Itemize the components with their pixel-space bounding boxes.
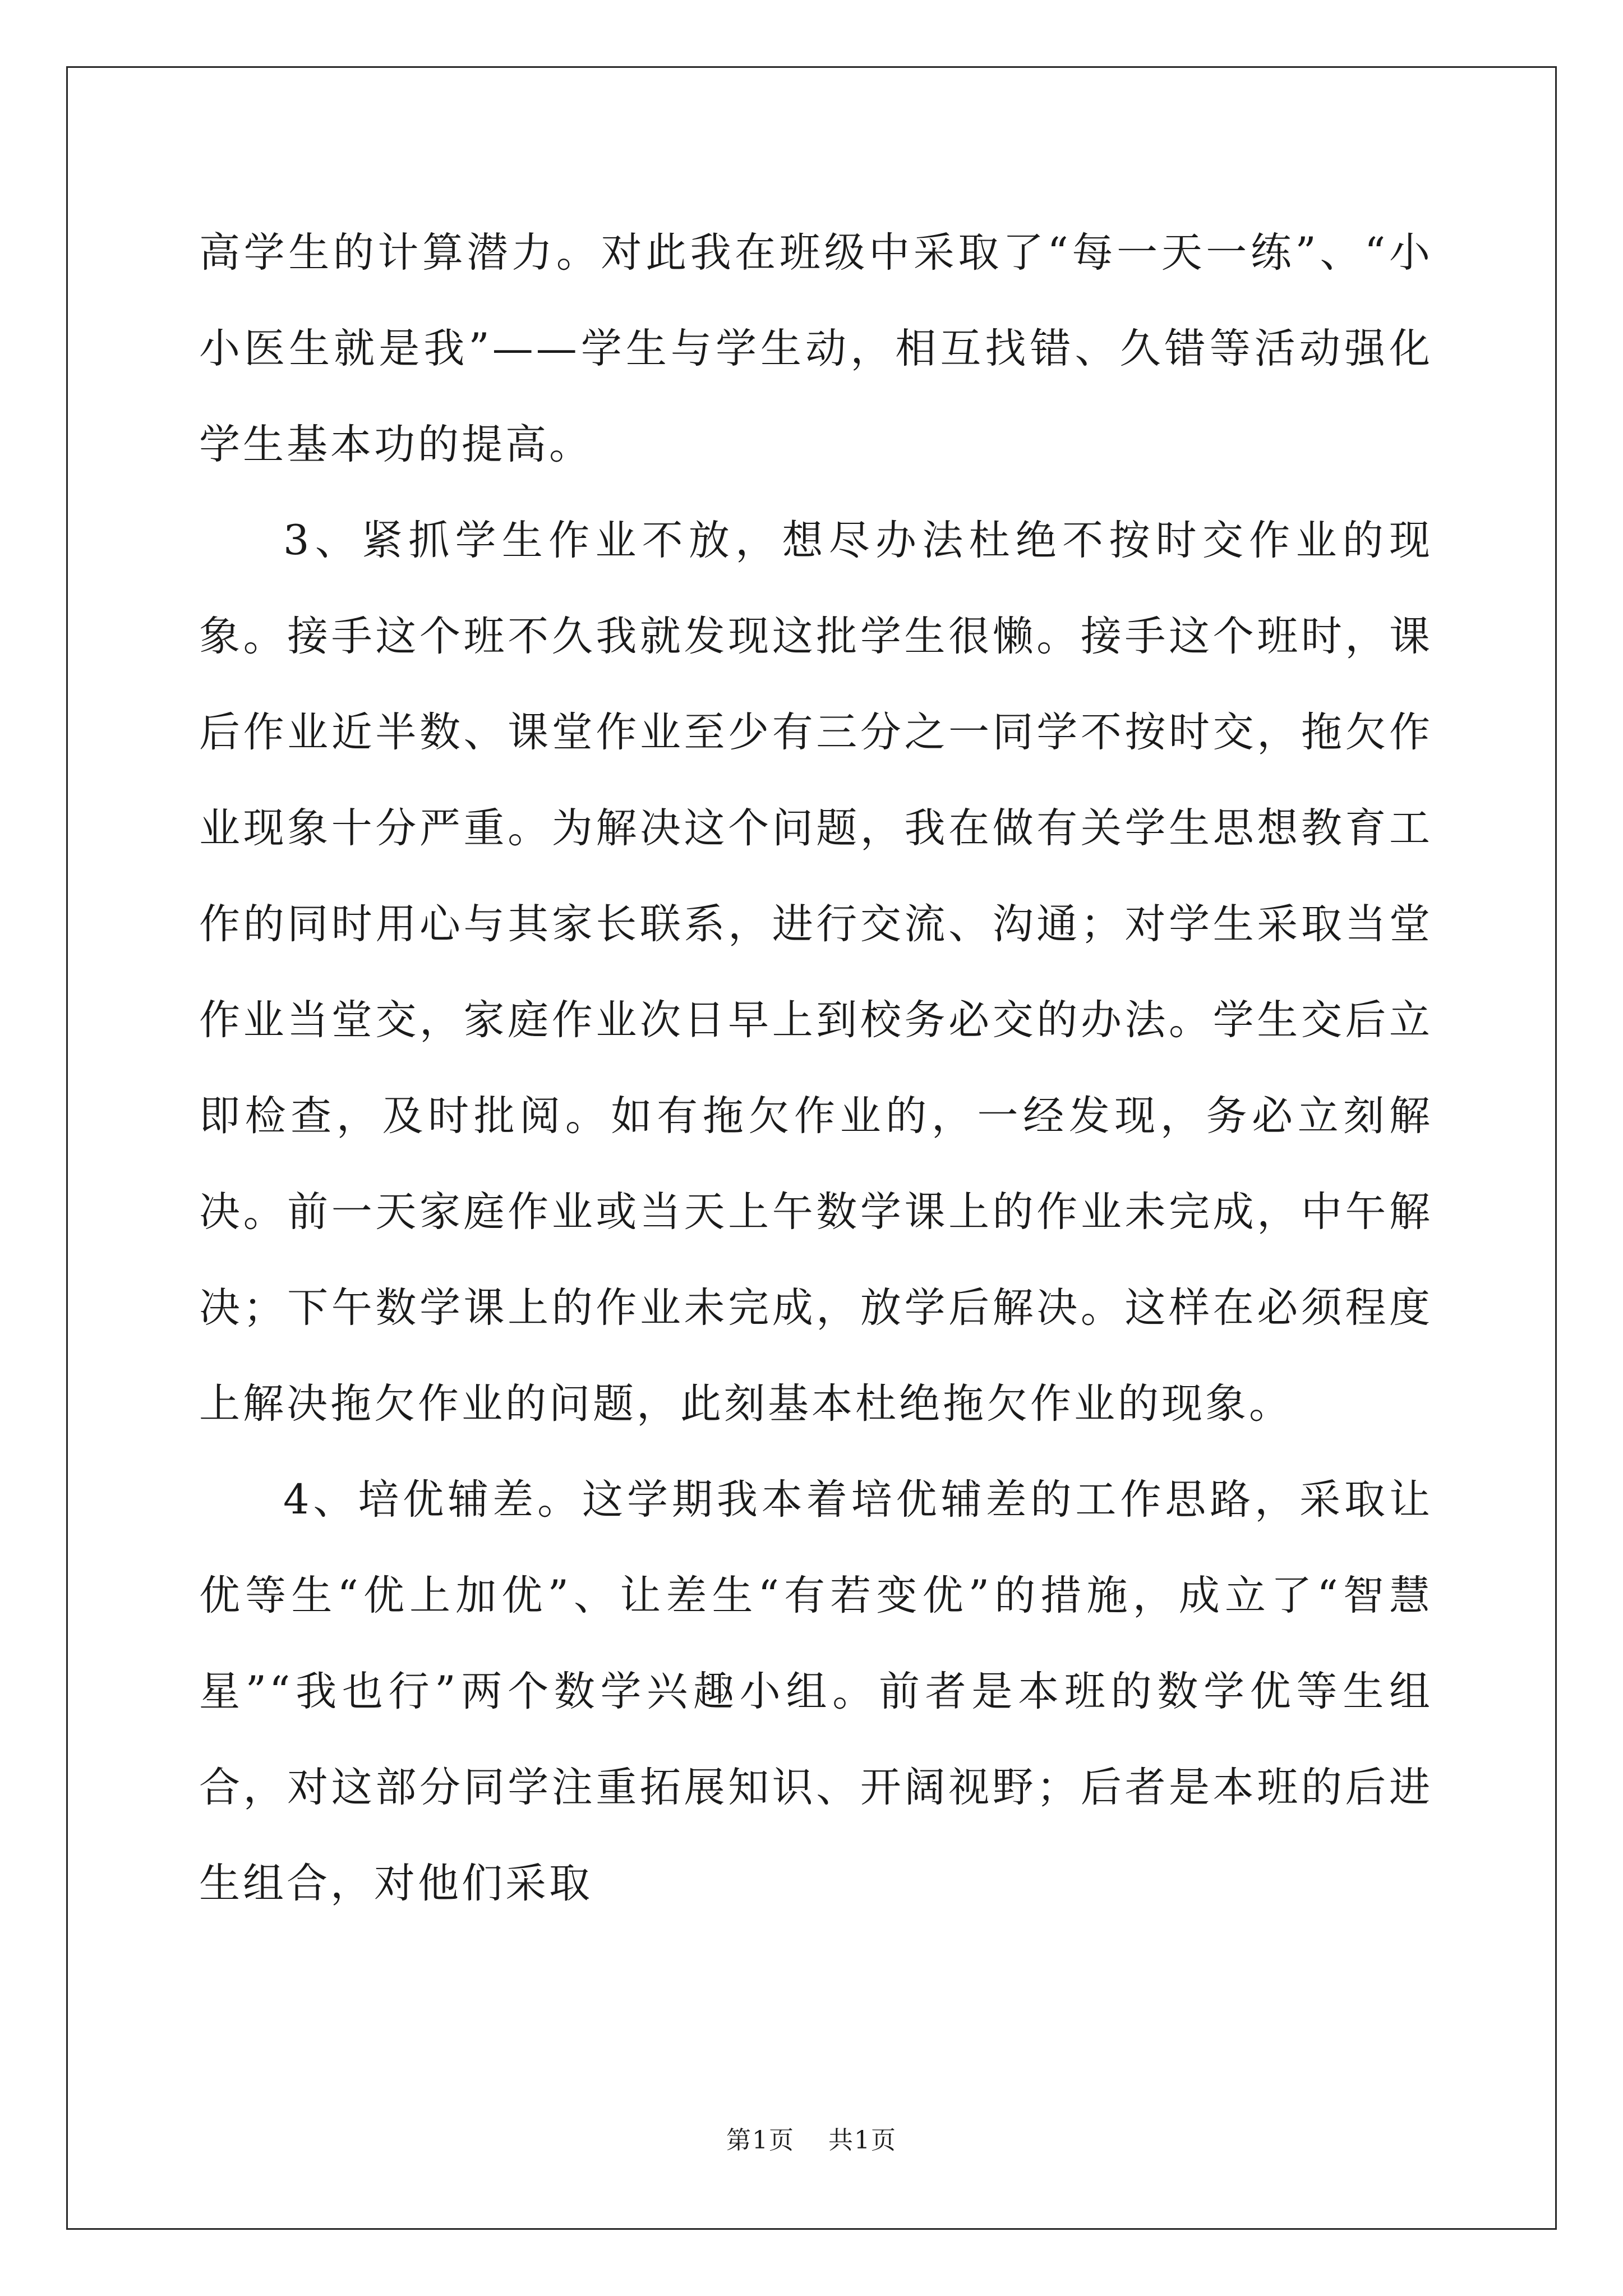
paragraph-tutoring: 4、培优辅差。这学期我本着培优辅差的工作思路，采取让优等生“优上加优”、让差生“有若变优”的措施，成立了“智慧星”“我也行”两个数学兴趣小组。前者是本班的数学优等生组合，对这部分同学注重拓展知识、开阔视野；后者是本班的后进生组合，对他们采取 bbox=[199, 1476, 1433, 1907]
page-number: 第1页 bbox=[726, 2126, 795, 2155]
paragraph-continued: 高学生的计算潜力。对此我在班级中采取了“每一天一练”、“小小医生就是我”——学生与学生动，相互找错、久错等活动强化学生基本功的提高。 bbox=[199, 229, 1433, 468]
paragraph-homework: 3、紧抓学生作业不放，想尽办法杜绝不按时交作业的现象。接手这个班不久我就发现这批学生很懒。接手这个班时，课后作业近半数、课堂作业至少有三分之一同学不按时交，拖欠作业现象十分严重。为解决这个问题，我在做有关学生思想教育工作的同时用心与其家长联系，进行交流、沟通；对学生采取当堂作业当堂交，家庭作业次日早上到校务必交的办法。学生交后立即检查，及时批阅。如有拖欠作业的，一经发现，务必立刻解决。前一天家庭作业或当天上午数学课上的作业未完成，中午解决；下午数学课上的作业未完成，放学后解决。这样在必须程度上解决拖欠作业的问题，此刻基本杜绝拖欠作业的现象。 bbox=[199, 517, 1433, 1428]
page-footer bbox=[0, 2120, 1623, 2156]
page-total: 共1页 bbox=[828, 2126, 897, 2155]
document-body bbox=[199, 205, 1433, 1931]
